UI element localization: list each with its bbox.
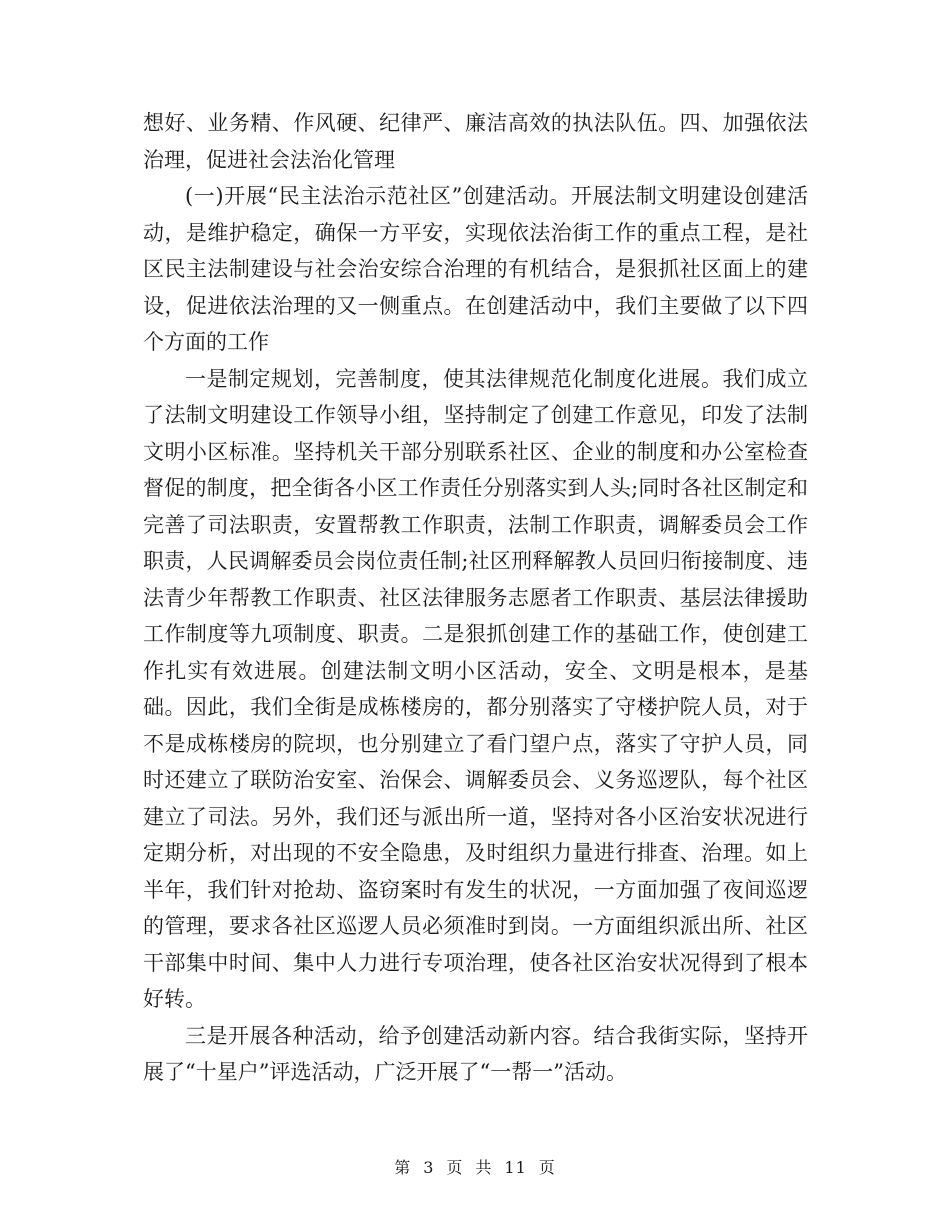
footer-label-total-unit: 页 (538, 1158, 556, 1177)
page-footer (0, 1155, 950, 1178)
paragraph-planning-system: 一是制定规划，完善制度，使其法律规范化制度化进展。我们成立了法制文明建设工作领导小组，坚持制定了创建工作意见，印发了法制文明小区标准。坚持机关干部分别联系社区、企业的制度和办公室检查督促的制度，把全街各小区工作责任分别落实到人头;同时各社区制定和完善了司法职责，安置帮教工作职责，法制工作职责，调解委员会工作职责，人民调解委员会岗位责任制;社区刑释解教人员回归衔接制度、违法青少年帮教工作职责、社区法律服务志愿者工作职责、基层法律援助工作制度等九项制度、职责。二是狠抓创建工作的基础工作，使创建工作扎实有效进展。创建法制文明小区活动，安全、文明是根本，是基础。因此，我们全街是成栋楼房的，都分别落实了守楼护院人员，对于不是成栋楼房的院坝，也分别建立了看门望户点，落实了守护人员，同时还建立了联防治安室、治保会、调解委员会、义务巡逻队，每个社区建立了司法。另外，我们还与派出所一道，坚持对各小区治安状况进行定期分析，对出现的不安全隐患，及时组织力量进行排查、治理。如上半年，我们针对抢劫、盗窃案时有发生的状况，一方面加强了夜间巡逻的管理，要求各社区巡逻人员必须准时到岗。一方面组织派出所、社区干部集中时间、集中人力进行专项治理，使各社区治安状况得到了根本好转。 (143, 366, 808, 1011)
footer-label-page-unit: 页 (446, 1158, 464, 1177)
paragraph-activities: 三是开展各种活动，给予创建活动新内容。结合我街实际，坚持开展了“十星户”评选活动，广泛开展了“一帮一”活动。 (143, 1023, 808, 1084)
paragraph-continuation: 想好、业务精、作风硬、纪律严、廉洁高效的执法队伍。四、加强依法治理，促进社会法治化管理 (143, 111, 808, 172)
paragraph-section-one: (一)开展“民主法治示范社区”创建活动。开展法制文明建设创建活动，是维护稳定，确保一方平安，实现依法治街工作的重点工程，是社区民主法制建设与社会治安综合治理的有机结合，是狠抓社区面上的建设，促进依法治理的又一侧重点。在创建活动中，我们主要做了以下四个方面的工作 (143, 184, 808, 354)
footer-label-page: 第 (394, 1158, 412, 1177)
footer-total-pages: 11 (504, 1158, 527, 1177)
footer-current-page: 3 (423, 1158, 435, 1177)
footer-label-total: 共 (475, 1158, 493, 1177)
document-body (143, 105, 808, 1091)
